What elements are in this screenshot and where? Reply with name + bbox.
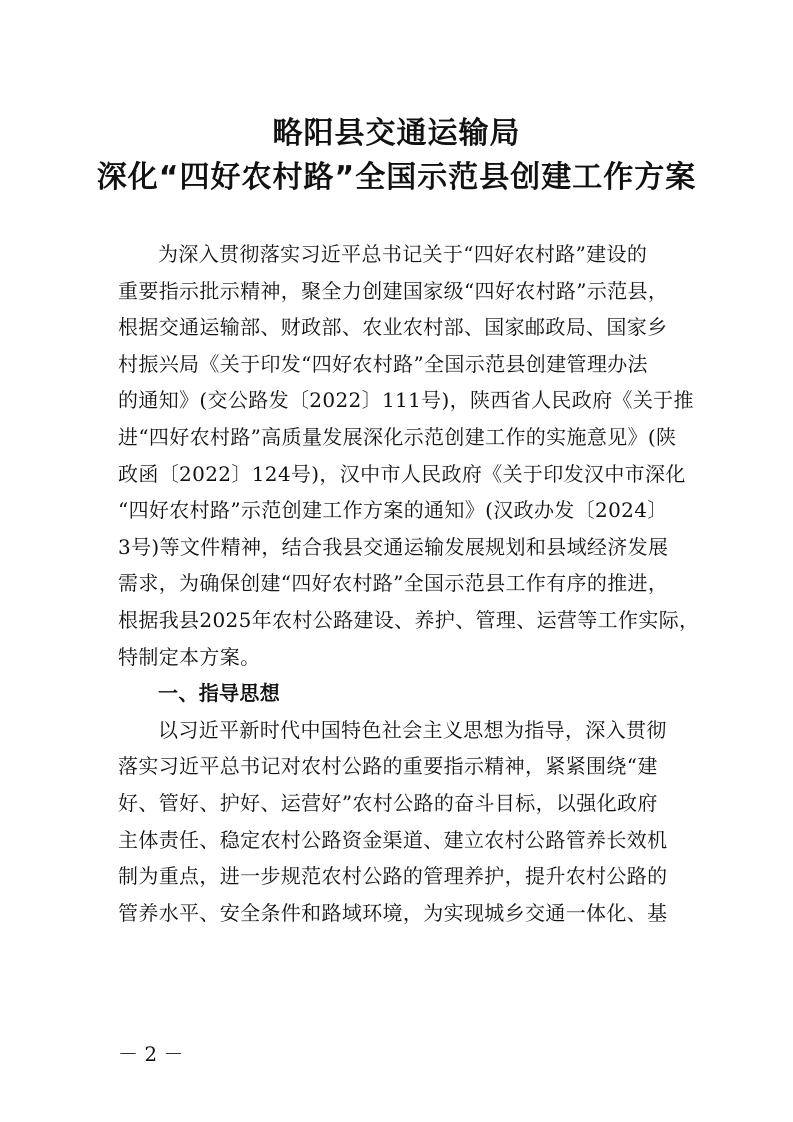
text-line: 的通知》(交公路发〔2022〕111号)，陕西省人民政府《关于推 — [118, 388, 694, 413]
title-line-2: 深化“四好农村路”全国示范县创建工作方案 — [96, 160, 697, 195]
text-line: 需求，为确保创建“四好农村路”全国示范县工作有序的推进， — [118, 571, 669, 596]
text-line: 村振兴局《关于印发“四好农村路”全国示范县创建管理办法 — [118, 351, 648, 376]
text-line: 根据交通运输部、财政部、农业农村部、国家邮政局、国家乡 — [118, 315, 668, 340]
text-line: 政函〔2022〕124号)，汉中市人民政府《关于印发汉中市深化 — [118, 461, 686, 486]
text-line: 管养水平、安全条件和路域环境，为实现城乡交通一体化、基 — [118, 900, 668, 925]
text-line: 为深入贯彻落实习近平总书记关于“四好农村路”建设的 — [158, 242, 648, 266]
page-number: － 2 － — [118, 1042, 184, 1066]
text-line: 制为重点，进一步规范农村公路的管理养护，提升农村公路的 — [118, 864, 668, 889]
text-line: 3号)等文件精神，结合我县交通运输发展规划和县域经济发展 — [118, 534, 669, 559]
text-line: 特制定本方案。 — [118, 644, 261, 669]
text-line: 进“四好农村路”高质量发展深化示范创建工作的实施意见》(陕 — [118, 424, 677, 449]
text-line: 以习近平新时代中国特色社会主义思想为指导，深入贯彻 — [158, 717, 667, 742]
text-line: 好、管好、护好、运营好”农村公路的奋斗目标，以强化政府 — [118, 790, 658, 815]
text-line: “四好农村路”示范创建工作方案的通知》(汉政办发〔2024〕 — [118, 498, 668, 523]
text-line: 落实习近平总书记对农村公路的重要指示精神，紧紧围绕“建 — [118, 754, 658, 779]
title-line-1: 略阳县交通运输局 — [272, 116, 521, 151]
text-line: 主体责任、稳定农村公路资金渠道、建立农村公路管养长效机 — [118, 827, 668, 852]
intro-paragraph — [118, 236, 718, 931]
text-line: 重要指示批示精神，聚全力创建国家级“四好农村路”示范县， — [118, 278, 669, 303]
section-heading-guiding-ideology: 一、指导思想 — [158, 681, 281, 706]
text-line: 根据我县2025年农村公路建设、养护、管理、运营等工作实际， — [118, 607, 700, 632]
document-title — [0, 112, 793, 200]
